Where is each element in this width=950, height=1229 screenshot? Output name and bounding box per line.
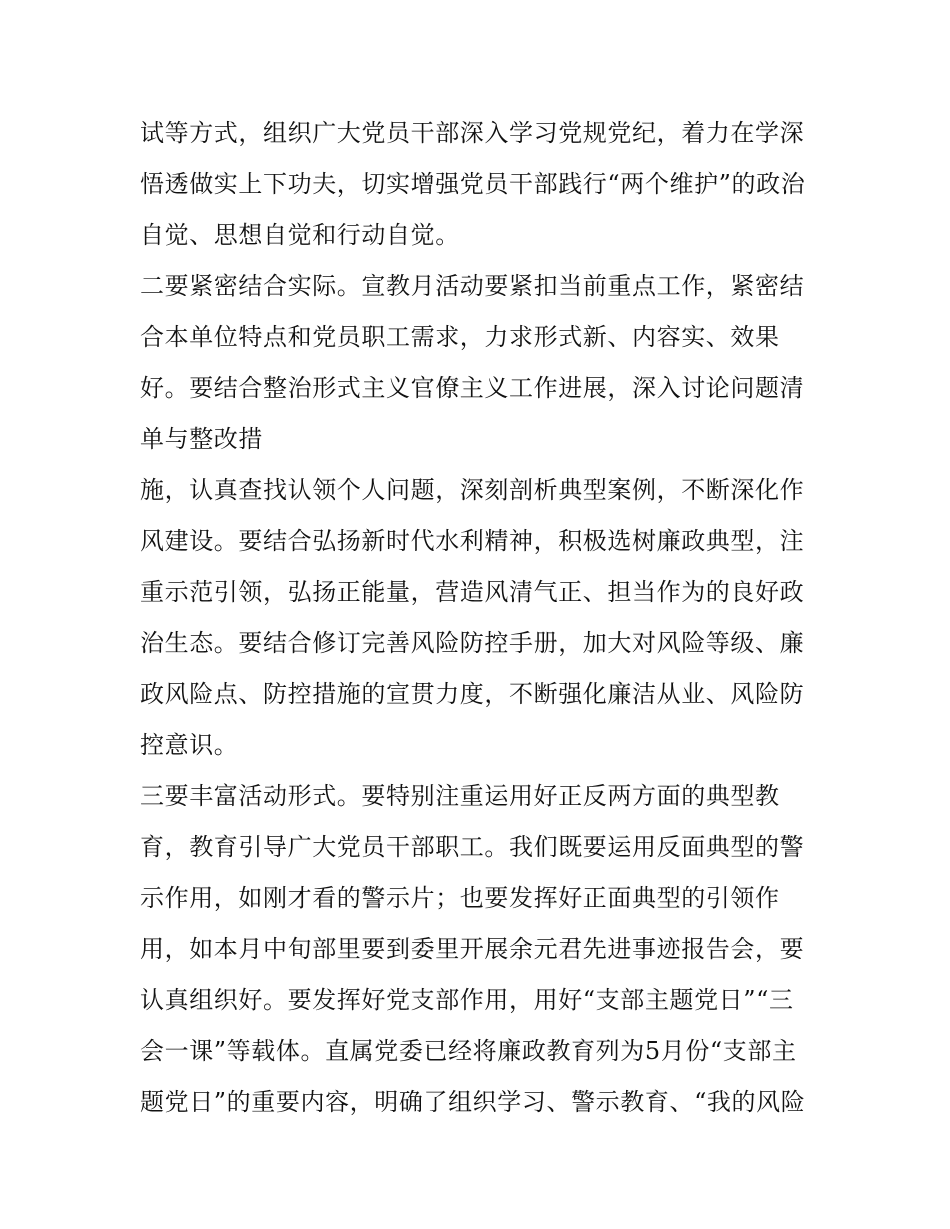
- text-line: 二要紧密结合实际。宣教月活动要紧扣当前重点工作，紧密结: [140, 272, 805, 300]
- text-line: 自觉、思想自觉和行动自觉。: [140, 221, 460, 249]
- body-text: [140, 108, 820, 1128]
- text-line: 育，教育引导广大党员干部职工。我们既要运用反面典型的警: [140, 833, 805, 861]
- text-line: 会一课”等载体。直属党委已经将廉政教育列为5月份“支部主: [140, 1037, 797, 1065]
- text-line: 重示范引领，弘扬正能量，营造风清气正、担当作为的良好政: [140, 578, 805, 606]
- text-line: 施，认真查找认领个人问题，深刻剖析典型案例，不断深化作: [140, 476, 805, 504]
- text-line: 风建设。要结合弘扬新时代水利精神，积极选树廉政典型，注: [140, 527, 805, 555]
- text-line: 政风险点、防控措施的宣贯力度，不断强化廉洁从业、风险防: [140, 680, 805, 708]
- text-line: 试等方式，组织广大党员干部深入学习党规党纪，着力在学深: [140, 119, 805, 147]
- text-line: 用，如本月中旬部里要到委里开展余元君先进事迹报告会，要: [140, 935, 805, 963]
- text-line: 控意识。: [140, 731, 239, 759]
- text-line: 三要丰富活动形式。要特别注重运用好正反两方面的典型教: [140, 782, 780, 810]
- text-line: 示作用，如刚才看的警示片；也要发挥好正面典型的引领作: [140, 884, 780, 912]
- text-line: 合本单位特点和党员职工需求，力求形式新、内容实、效果: [140, 323, 780, 351]
- text-line: 单与整改措: [140, 425, 263, 453]
- text-line: 认真组织好。要发挥好党支部作用，用好“支部主题党日”“三: [140, 986, 794, 1014]
- text-line: 题党日”的重要内容，明确了组织学习、警示教育、“我的风险: [140, 1088, 806, 1116]
- text-line: 好。要结合整治形式主义官僚主义工作进展，深入讨论问题清: [140, 374, 805, 402]
- text-line: 治生态。要结合修订完善风险防控手册，加大对风险等级、廉: [140, 629, 805, 657]
- text-line: 悟透做实上下功夫，切实增强党员干部践行“两个维护”的政治: [140, 170, 806, 198]
